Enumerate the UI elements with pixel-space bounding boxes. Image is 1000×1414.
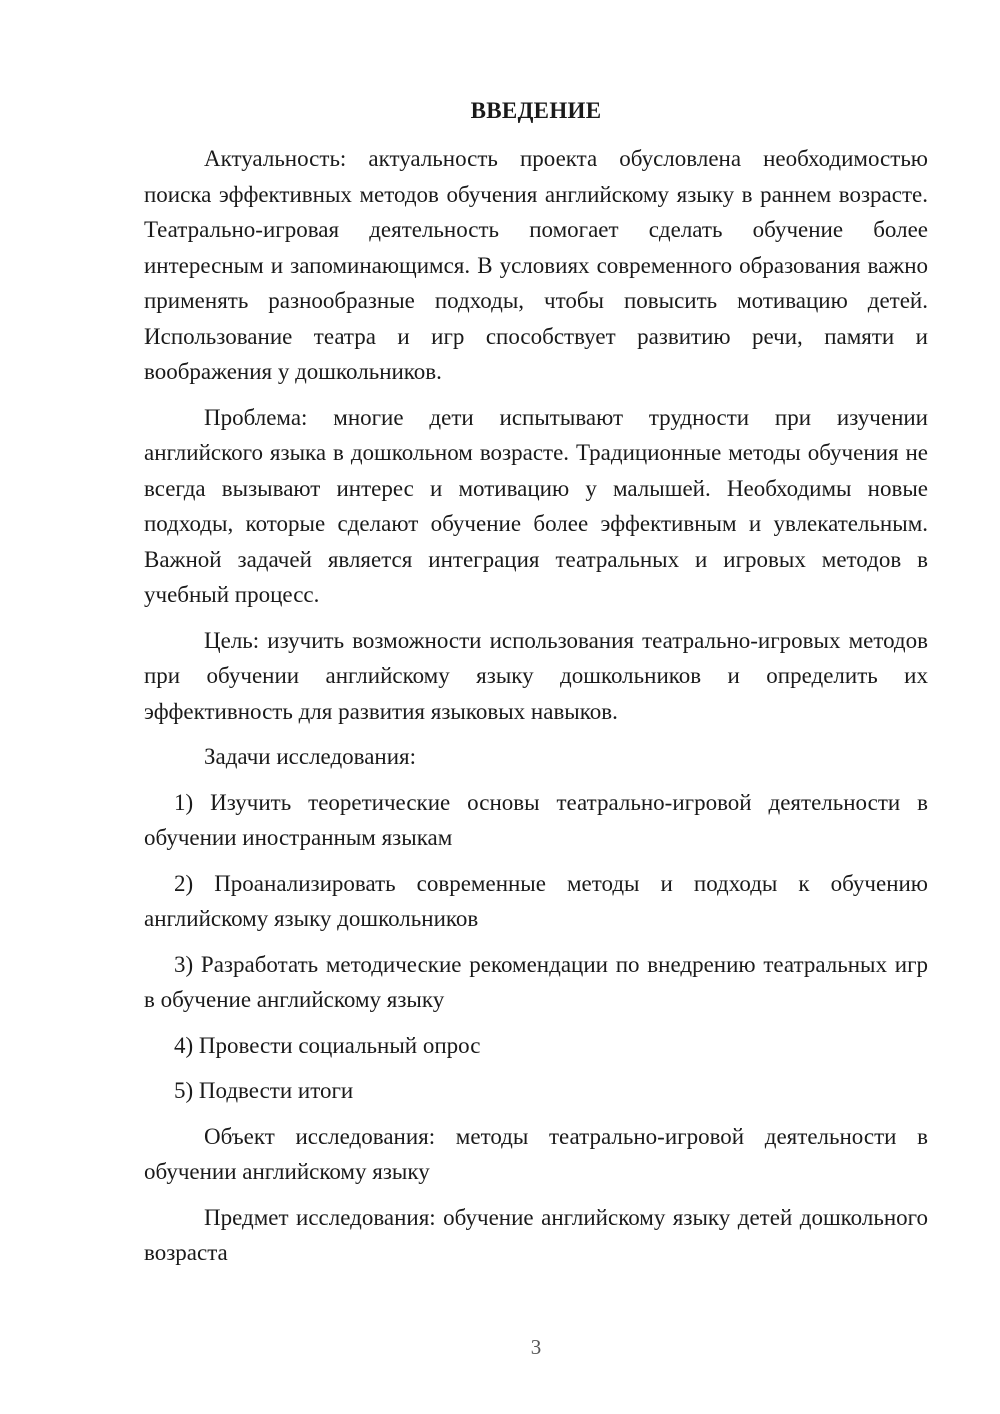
task-item-3: 3) Разработать методические рекомендации по внедрению театральных игр в обучение английскому языку	[144, 951, 928, 1012]
task-item-2: 2) Проанализировать современные методы и подходы к обучению английскому языку дошкольников	[144, 870, 928, 931]
page-number: 3	[530, 1335, 542, 1359]
paragraph-object: Объект исследования: методы театрально-игровой деятельности в обучении английскому языку	[144, 1123, 928, 1184]
paragraph-problem: Проблема: многие дети испытывают трудности при изучении английского языка в дошкольном возрасте. Традиционные методы обучения не всегда вызывают интерес и мотивацию у малышей. Необходимы новые подходы, которые сделают обучение более эффективным и увлекательным. Важной задачей является интеграция театральных и игровых методов в учебный процесс.	[144, 404, 928, 607]
task-item-5: 5) Подвести итоги	[174, 1078, 354, 1103]
paragraph-subject: Предмет исследования: обучение английскому языку детей дошкольного возраста	[144, 1204, 928, 1265]
document-body	[144, 141, 928, 1281]
task-item-4: 4) Провести социальный опрос	[174, 1032, 481, 1058]
tasks-heading: Задачи исследования:	[204, 744, 417, 769]
paragraph-goal: Цель: изучить возможности использования театрально-игровых методов при обучении английскому языку дошкольников и определить их эффективность для развития языковых навыков.	[144, 627, 928, 724]
task-item-1: 1) Изучить теоретические основы театрально-игровой деятельности в обучении иностранным языкам	[144, 789, 928, 850]
section-title: ВВЕДЕНИЕ	[470, 98, 602, 123]
paragraph-relevance: Актуальность: актуальность проекта обусловлена необходимостью поиска эффективных методов обучения английскому языку в раннем возрасте. Театрально-игровая деятельность помогает сделать обучение более интересным и запоминающимся. В условиях современного образования важно применять разнообразные подходы, чтобы повысить мотивацию детей. Использование театра и игр способствует развитию речи, памяти и воображения у дошкольников.	[144, 146, 928, 384]
